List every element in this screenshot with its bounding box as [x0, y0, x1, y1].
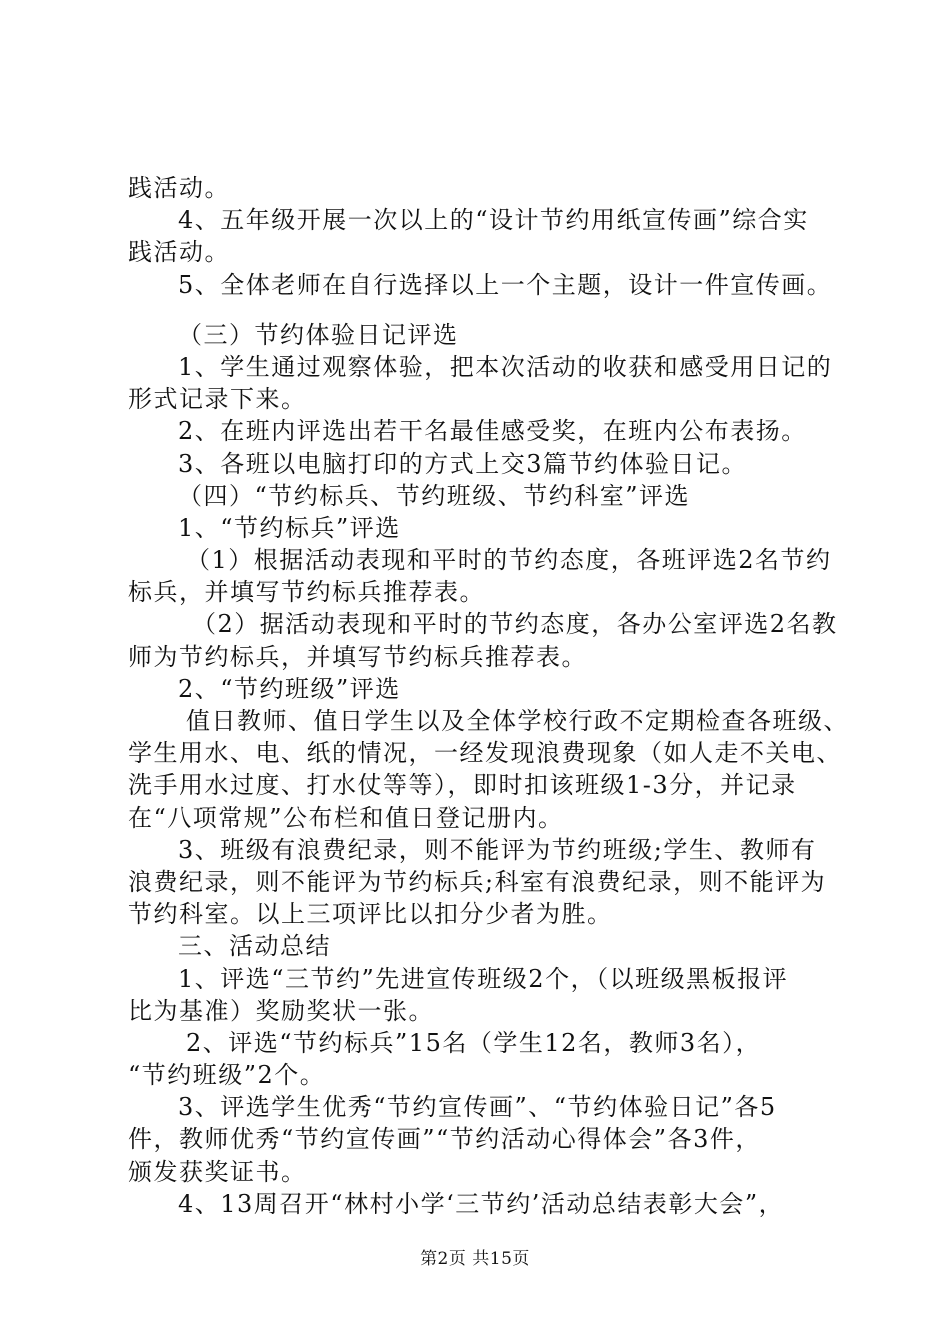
text-line: 5、全体老师在自行选择以上一个主题，设计一件宣传画。	[178, 270, 833, 299]
text-line: 洗手用水过度、打水仗等等），即时扣该班级1-3分，并记录	[128, 771, 797, 800]
text-line: （1）根据活动表现和平时的节约态度，各班评选2名节约	[186, 546, 832, 575]
text-line: 浪费纪录，则不能评为节约标兵;科室有浪费纪录，则不能评为	[128, 867, 827, 896]
page-number: 第2页 共15页	[420, 1249, 530, 1269]
text-line: 3、班级有浪费纪录，则不能评为节约班级;学生、教师有	[178, 835, 817, 864]
text-line: 件，教师优秀“节约宣传画”“节约活动心得体会”各3件，	[128, 1125, 761, 1154]
text-line: 4、13周召开“林村小学‘三节约’活动总结表彰大会”，	[178, 1189, 785, 1218]
text-line: 节约科室。以上三项评比以扣分少者为胜。	[128, 900, 613, 929]
text-line: 践活动。	[128, 238, 230, 267]
text-line: 1、学生通过观察体验，把本次活动的收获和感受用日记的	[178, 352, 833, 381]
text-line: （2）据活动表现和平时的节约态度，各办公室评选2名教	[192, 610, 838, 639]
text-line: 标兵，并填写节约标兵推荐表。	[128, 578, 485, 607]
text-line: “节约班级”2个。	[128, 1061, 326, 1090]
text-line: 2、评选“节约标兵”15名（学生12名，教师3名），	[186, 1028, 762, 1057]
section-heading: 三、活动总结	[178, 932, 331, 961]
text-line: 值日教师、值日学生以及全体学校行政不定期检查各班级、	[186, 707, 849, 735]
text-line: 比为基准）奖励奖状一张。	[128, 996, 434, 1025]
text-line: 3、各班以电脑打印的方式上交3篇节约体验日记。	[178, 449, 748, 478]
paragraph-gap	[128, 301, 848, 319]
text-line: 2、“节约班级”评选	[178, 674, 401, 703]
text-line: 践活动。	[128, 174, 230, 202]
text-line: 2、在班内评选出若干名最佳感受奖，在班内公布表扬。	[178, 417, 807, 446]
document-body	[128, 172, 848, 1220]
text-line: 颁发获奖证书。	[128, 1157, 307, 1186]
text-line: 学生用水、电、纸的情况，一经发现浪费现象（如人走不关电、	[128, 739, 842, 768]
text-line: 师为节约标兵，并填写节约标兵推荐表。	[128, 642, 587, 671]
section-heading: （三）节约体验日记评选	[178, 320, 459, 349]
text-line: 形式记录下来。	[128, 385, 307, 414]
text-line: 4、五年级开展一次以上的“设计节约用纸宣传画”综合实	[178, 206, 809, 235]
text-line: 在“八项常规”公布栏和值日登记册内。	[128, 803, 564, 832]
section-heading: （四）“节约标兵、节约班级、节约科室”评选	[178, 481, 691, 510]
text-line: 1、“节约标兵”评选	[178, 513, 401, 542]
text-line: 3、评选学生优秀“节约宣传画”、“节约体验日记”各5	[178, 1093, 777, 1122]
text-line: 1、评选“三节约”先进宣传班级2个，（以班级黑板报评	[178, 964, 789, 993]
